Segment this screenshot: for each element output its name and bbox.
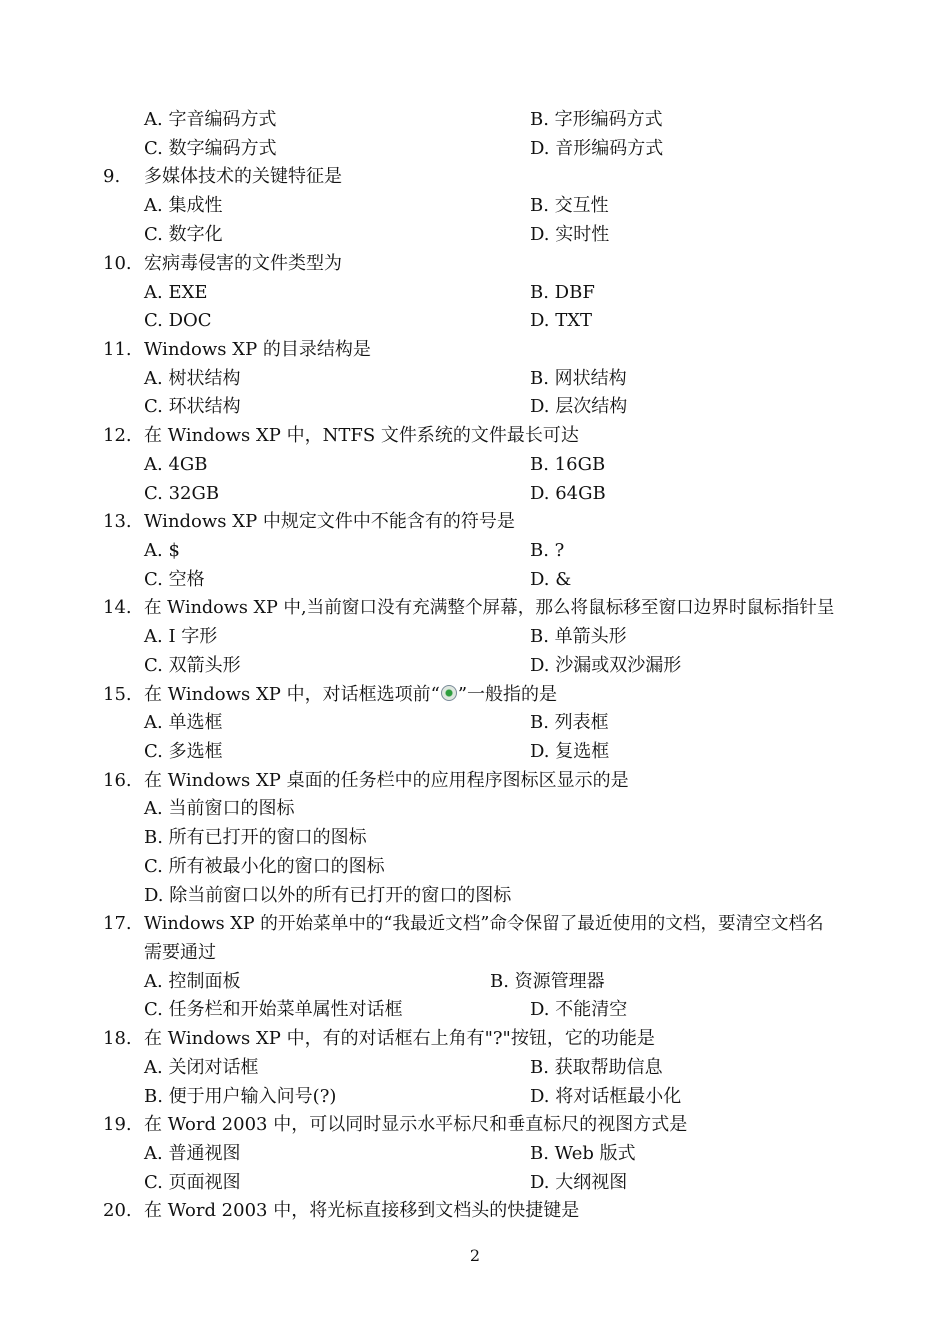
- question-number: 17.: [103, 913, 132, 934]
- q16-option-b: B. 所有已打开的窗口的图标: [144, 827, 367, 848]
- q12-option-c: C. 32GB: [144, 483, 220, 504]
- question-stem: Windows XP 的目录结构是: [144, 339, 371, 360]
- q15-option-b: B. 列表框: [530, 712, 609, 733]
- q18-option-d: D. 将对话框最小化: [530, 1086, 682, 1107]
- question-number: 10.: [103, 253, 132, 274]
- q14-option-d: D. 沙漏或双沙漏形: [530, 655, 682, 676]
- question-number: 14.: [103, 597, 132, 618]
- question-stem: 多媒体技术的关键特征是: [144, 166, 342, 187]
- q14-option-b: B. 单箭头形: [530, 626, 627, 647]
- question-stem: 在 Windows XP 中，NTFS 文件系统的文件最长可达: [144, 425, 579, 446]
- q19-option-b: B. Web 版式: [530, 1143, 636, 1164]
- q15-option-c: C. 多选框: [144, 741, 223, 762]
- q17-option-a: A. 控制面板: [144, 971, 241, 992]
- q9-option-a: A. 集成性: [144, 195, 223, 216]
- question-stem-post: ”一般指的是: [457, 684, 558, 705]
- q9-option-c: C. 数字化: [144, 224, 223, 245]
- question-number: 19.: [103, 1114, 132, 1135]
- question-number: 15.: [103, 684, 132, 705]
- question-stem-pre: 在 Windows XP 中，对话框选项前“: [144, 684, 440, 705]
- q16-option-a: A. 当前窗口的图标: [144, 798, 295, 819]
- page-number: 2: [469, 1246, 481, 1265]
- question-number: 16.: [103, 770, 132, 791]
- q9-option-d: D. 实时性: [530, 224, 610, 245]
- q19-option-a: A. 普通视图: [144, 1143, 241, 1164]
- q11-option-c: C. 环状结构: [144, 396, 241, 417]
- q14-option-c: C. 双箭头形: [144, 655, 241, 676]
- q13-option-d: D. &: [530, 569, 572, 590]
- q17-option-d: D. 不能清空: [530, 999, 628, 1020]
- question-number: 11.: [103, 339, 132, 360]
- question-stem: 宏病毒侵害的文件类型为: [144, 253, 342, 274]
- question-stem: Windows XP 中规定文件中不能含有的符号是: [144, 511, 515, 532]
- question-stem: 在 Windows XP 中,当前窗口没有充满整个屏幕，那么将鼠标移至窗口边界时鼠标指针呈: [144, 598, 835, 618]
- q19-option-c: C. 页面视图: [144, 1172, 241, 1193]
- question-number: 12.: [103, 425, 132, 446]
- q18-option-a: A. 关闭对话框: [144, 1057, 259, 1078]
- radio-button-icon: [441, 685, 457, 701]
- q8-option-d: D. 音形编码方式: [530, 138, 664, 159]
- q11-option-a: A. 树状结构: [144, 368, 241, 389]
- q10-option-c: C. DOC: [144, 310, 212, 331]
- q10-option-a: A. EXE: [144, 282, 208, 303]
- q12-option-b: B. 16GB: [530, 454, 606, 475]
- q12-option-a: A. 4GB: [144, 454, 208, 475]
- q10-option-d: D. TXT: [530, 310, 593, 331]
- q16-option-d: D. 除当前窗口以外的所有已打开的窗口的图标: [144, 885, 512, 906]
- question-number: 20.: [103, 1200, 132, 1221]
- q17-option-c: C. 任务栏和开始菜单属性对话框: [144, 999, 403, 1020]
- question-stem-continued: 需要通过: [144, 942, 216, 963]
- q17-option-b: B. 资源管理器: [490, 971, 605, 992]
- q13-option-c: C. 空格: [144, 569, 205, 590]
- q8-option-a: A. 字音编码方式: [144, 109, 277, 130]
- question-stem: 在 Word 2003 中，将光标直接移到文档头的快捷键是: [144, 1200, 580, 1221]
- q14-option-a: A. I 字形: [144, 626, 218, 647]
- q16-option-c: C. 所有被最小化的窗口的图标: [144, 856, 385, 877]
- q19-option-d: D. 大纲视图: [530, 1172, 628, 1193]
- q13-option-b: B. ?: [530, 540, 565, 561]
- q8-option-c: C. 数字编码方式: [144, 138, 277, 159]
- q18-option-c: B. 便于用户输入问号(?): [144, 1086, 337, 1107]
- question-number: 18.: [103, 1028, 132, 1049]
- q11-option-b: B. 网状结构: [530, 368, 627, 389]
- q10-option-b: B. DBF: [530, 282, 595, 303]
- question-stem: 在 Windows XP 中，有的对话框右上角有"?"按钮，它的功能是: [144, 1028, 655, 1049]
- q11-option-d: D. 层次结构: [530, 396, 628, 417]
- q8-option-b: B. 字形编码方式: [530, 109, 663, 130]
- question-stem: Windows XP 的开始菜单中的“我最近文档”命令保留了最近使用的文档，要清空文档名: [144, 914, 824, 934]
- q9-option-b: B. 交互性: [530, 195, 609, 216]
- question-stem: 在 Windows XP 桌面的任务栏中的应用程序图标区显示的是: [144, 770, 629, 791]
- q13-option-a: A. $: [144, 540, 180, 561]
- q12-option-d: D. 64GB: [530, 483, 606, 504]
- question-stem: 在 Word 2003 中，可以同时显示水平标尺和垂直标尺的视图方式是: [144, 1114, 688, 1135]
- question-number: 13.: [103, 511, 132, 532]
- question-number: 9.: [103, 166, 121, 187]
- question-stem: [144, 684, 557, 706]
- q15-option-a: A. 单选框: [144, 712, 223, 733]
- q15-option-d: D. 复选框: [530, 741, 610, 762]
- q18-option-b: B. 获取帮助信息: [530, 1057, 663, 1078]
